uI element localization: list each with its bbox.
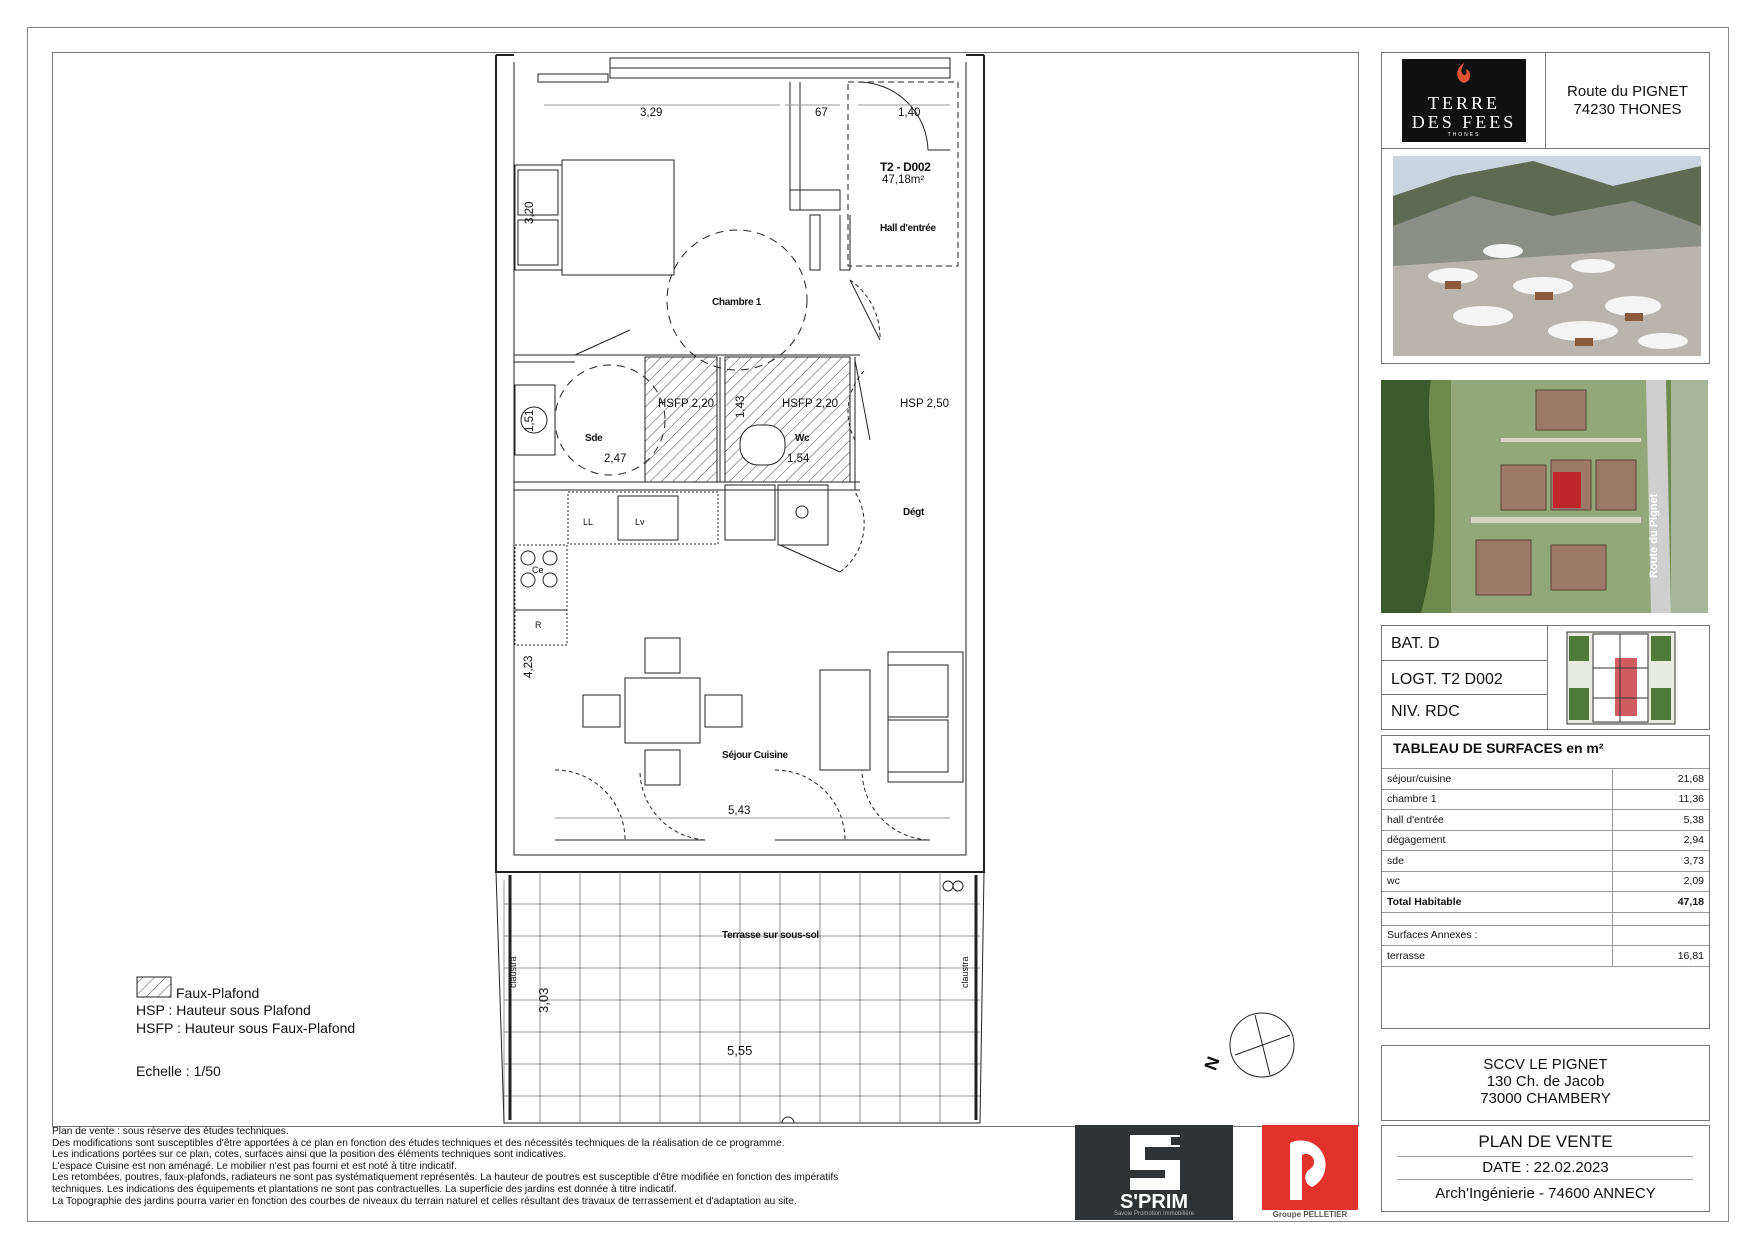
site-map bbox=[1381, 380, 1708, 613]
room-hall: Hall d'entrée bbox=[880, 223, 936, 234]
surfaces-table bbox=[1381, 735, 1710, 1029]
dim-151: 1,51 bbox=[524, 409, 536, 432]
dim-555: 5,55 bbox=[727, 1043, 753, 1058]
table-row: chambre 1 11,36 bbox=[1382, 789, 1709, 810]
unit-area: 47,18m² bbox=[882, 174, 925, 186]
dim-303: 3,03 bbox=[536, 987, 551, 1013]
label-ll: LL bbox=[583, 517, 594, 527]
village-photo-frame bbox=[1381, 148, 1710, 364]
note-line: Des modifications sont susceptibles d'être apportées à ce plan en fonction des études techniques et des nécessités techniques de la réalisation de ce programme. bbox=[52, 1137, 785, 1149]
dim-329: 3,29 bbox=[640, 107, 663, 119]
label-r: R bbox=[535, 620, 542, 630]
label-lv: Lv bbox=[635, 517, 645, 527]
logo-text-1: TERRE bbox=[1428, 93, 1500, 113]
fairy-flame-icon bbox=[1402, 59, 1526, 89]
label-hsp: HSP 2,50 bbox=[900, 398, 950, 410]
surfaces-title: TABLEAU DE SURFACES en m² bbox=[1393, 740, 1604, 756]
label-hsfp-1: HSFP 2,20 bbox=[658, 398, 715, 410]
building-info bbox=[1381, 625, 1710, 730]
snowy-village-image bbox=[1393, 156, 1701, 356]
legend-scale: Echelle : 1/50 bbox=[136, 1063, 221, 1079]
doc-type: PLAN DE VENTE bbox=[1478, 1132, 1613, 1151]
note-line: Les retombées, poutres, faux-plafonds, radiateurs ne sont pas systématiquement représentés. La hauteur de poutres est susceptible d'être modifiée en fonction des impératifs bbox=[52, 1172, 839, 1184]
niv-label: NIV. RDC bbox=[1391, 703, 1460, 720]
header-box bbox=[1381, 52, 1710, 150]
dim-247: 2,47 bbox=[604, 453, 627, 465]
legend-hsp: HSP : Hauteur sous Plafond bbox=[136, 1002, 311, 1018]
table-row: séjour/cuisine 21,68 bbox=[1382, 769, 1709, 789]
north-label: N bbox=[1200, 1053, 1224, 1073]
sprim-tagline: Savoie Promotion Immobilière bbox=[1113, 1211, 1195, 1217]
note-line: Plan de vente : sous réserve des études techniques. bbox=[52, 1126, 289, 1137]
owner-street: 130 Ch. de Jacob bbox=[1486, 1073, 1605, 1090]
room-sejour: Séjour Cuisine bbox=[722, 750, 788, 761]
table-row: hall d'entrée 5,38 bbox=[1382, 810, 1709, 831]
map-road-label: Route du Pignet bbox=[1648, 493, 1660, 578]
label-hsfp-2: HSFP 2,20 bbox=[782, 398, 839, 410]
total-row: Total Habitable 47,18 bbox=[1382, 892, 1709, 913]
dim-423: 4,23 bbox=[523, 655, 535, 678]
table-row: dégagement 2,94 bbox=[1382, 830, 1709, 851]
doc-date: DATE : 22.02.2023 bbox=[1482, 1159, 1609, 1176]
dim-154: 1,54 bbox=[787, 453, 810, 465]
address-line-2: 74230 THONES bbox=[1573, 101, 1682, 118]
room-degt: Dégt bbox=[903, 507, 925, 518]
sprim-name: S'PRIM bbox=[1119, 1191, 1189, 1213]
room-terrasse: Terrasse sur sous-sol bbox=[722, 930, 819, 941]
table-row: wc 2,09 bbox=[1382, 871, 1709, 892]
note-line: La Topographie des jardins pourra varier en fonction des courbes de niveaux du terrain naturel et celles résultant des travaux de terrassement et d'adaptation au site. bbox=[52, 1195, 797, 1207]
logo-text-3: THONES bbox=[1447, 132, 1481, 138]
address-line-1: Route du PIGNET bbox=[1567, 83, 1688, 100]
dim-140: 1,40 bbox=[898, 107, 921, 119]
dim-320: 3,20 bbox=[524, 201, 536, 224]
pelletier-p-icon bbox=[1262, 1125, 1358, 1210]
room-sde: Sde bbox=[585, 433, 603, 444]
annex-title-row: Surfaces Annexes : bbox=[1382, 925, 1709, 946]
label-ce: Ce bbox=[532, 565, 544, 575]
owner-name: SCCV LE PIGNET bbox=[1483, 1056, 1608, 1073]
owner-city: 73000 CHAMBERY bbox=[1480, 1090, 1611, 1107]
label-claustra-right: claustra bbox=[960, 956, 970, 988]
terre-des-fees-logo bbox=[1402, 59, 1526, 142]
bat-label: BAT. D bbox=[1391, 635, 1440, 652]
legend-faux-plafond: Faux-Plafond bbox=[176, 985, 260, 1001]
pelletier-logo bbox=[1262, 1125, 1358, 1220]
disclaimer-notes bbox=[52, 1126, 1062, 1207]
building-key-plan bbox=[1563, 628, 1679, 728]
dim-543: 5,43 bbox=[728, 805, 751, 817]
note-line: L'espace Cuisine est non aménagé. Le mobilier n'est pas fourni et est noté à titre indicatif. bbox=[52, 1160, 457, 1172]
doc-architect: Arch'Ingénierie - 74600 ANNECY bbox=[1435, 1185, 1656, 1202]
pelletier-tagline: Groupe PELLETIER bbox=[1262, 1210, 1358, 1220]
unit-code: T2 - D002 bbox=[880, 160, 931, 174]
room-wc: Wc bbox=[795, 433, 810, 444]
sprim-logo bbox=[1075, 1125, 1233, 1220]
table-row: terrasse 16,81 bbox=[1382, 946, 1709, 967]
dim-143: 1,43 bbox=[735, 395, 747, 418]
room-chambre: Chambre 1 bbox=[712, 297, 761, 308]
logo-text-2: DES FEES bbox=[1411, 112, 1517, 132]
logt-label: LOGT. T2 D002 bbox=[1391, 671, 1503, 688]
table-row: sde 3,73 bbox=[1382, 851, 1709, 872]
owner-box bbox=[1381, 1045, 1710, 1121]
doc-box bbox=[1381, 1125, 1710, 1212]
note-line: techniques. Les indications des équipements et plantations ne sont pas contractuelles. La superficie des jardins est donnée à titre indicatif. bbox=[52, 1183, 677, 1195]
legend-hsfp: HSFP : Hauteur sous Faux-Plafond bbox=[136, 1020, 356, 1036]
label-claustra-left: claustra bbox=[508, 956, 518, 988]
dim-67: 67 bbox=[815, 107, 828, 119]
note-line: Les indications portées sur ce plan, cotes, surfaces ainsi que la position des éléments techniques sont indicatives. bbox=[52, 1149, 567, 1161]
